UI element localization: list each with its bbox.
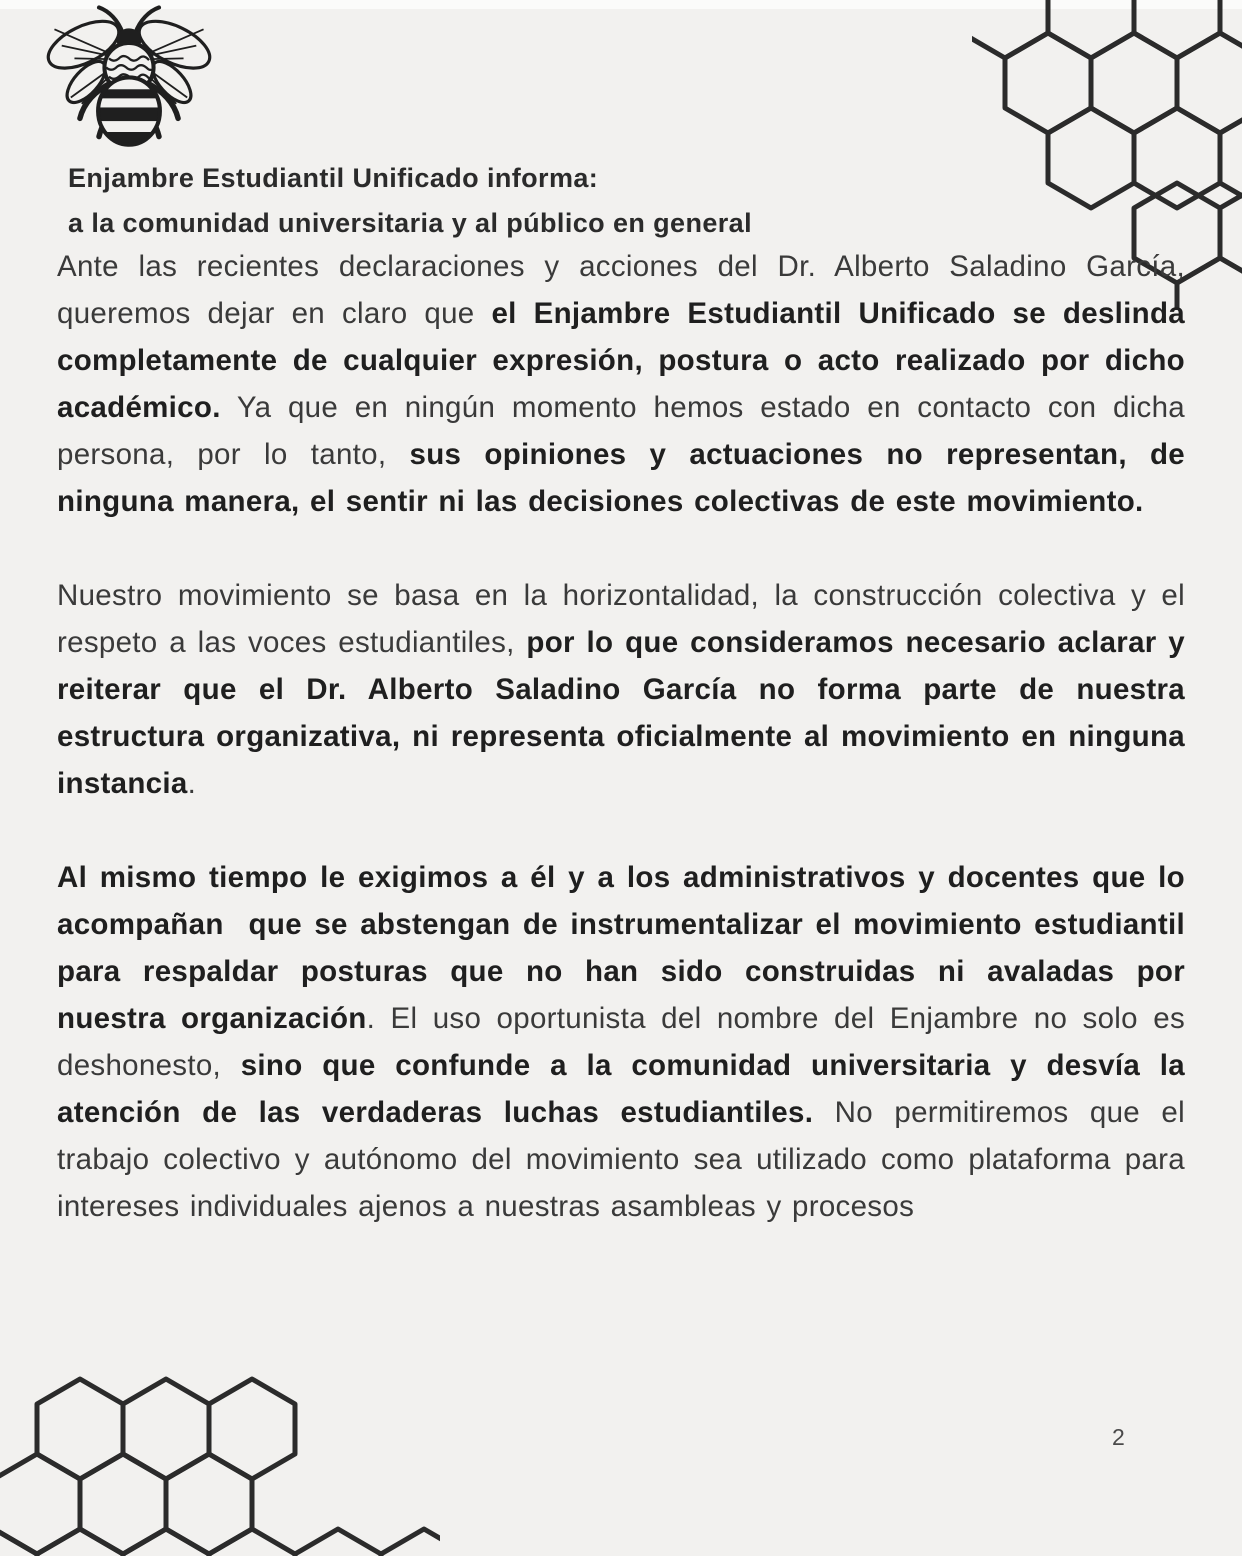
bold-text-segment: el Enjambre Estudiantil Unificado se deslinda completamente de cualquier expresión, postura o acto realizado por dicho académico. bbox=[57, 297, 1185, 424]
paragraph-demands bbox=[57, 854, 1185, 1230]
text-segment: Nuestro movimiento se basa en la horizontalidad, la construcción colectiva y el respeto a las voces estudiantiles, bbox=[57, 579, 1185, 659]
honeycomb-pattern bbox=[0, 1346, 440, 1556]
paragraph-movement-principles bbox=[57, 572, 1185, 807]
text-segment: . El uso oportunista del nombre del Enjambre no solo es deshonesto, bbox=[57, 1002, 1185, 1082]
header-title-line1: Enjambre Estudiantil Unificado informa: bbox=[68, 163, 599, 193]
paragraph-disclaimer bbox=[57, 243, 1185, 525]
page-number: 2 bbox=[1112, 1424, 1125, 1450]
bee-icon bbox=[36, 2, 222, 152]
bold-text-segment: por lo que consideramos necesario aclarar y reiterar que el Dr. Alberto Saladino García no forma parte de nuestra estructura organizativa, ni representa oficialmente al movimiento en ninguna instancia bbox=[57, 626, 1185, 800]
text-segment: . bbox=[187, 767, 197, 800]
bold-text-segment: sus opiniones y actuaciones no representan, de ninguna manera, el sentir ni las decisiones colectivas de este movimiento. bbox=[57, 438, 1185, 518]
header-title-line2: a la comunidad universitaria y al público en general bbox=[68, 208, 753, 238]
text-segment: Ya que en ningún momento hemos estado en contacto con dicha persona, por lo tanto, bbox=[57, 391, 1185, 471]
text-segment: Ante las recientes declaraciones y acciones del Dr. Alberto Saladino García, queremos dejar en claro que bbox=[57, 250, 1185, 330]
statement-body bbox=[57, 243, 1185, 1230]
bold-text-segment: sino que confunde a la comunidad universitaria y desvía la atención de las verdaderas luchas estudiantiles. bbox=[57, 1049, 1185, 1129]
text-segment: No permitiremos que el trabajo colectivo y autónomo del movimiento sea utilizado como plataforma para intereses individuales ajenos a nuestras asambleas y procesos bbox=[57, 1096, 1185, 1223]
statement-header bbox=[68, 156, 968, 246]
bold-text-segment: Al mismo tiempo le exigimos a él y a los administrativos y docentes que lo acompañan que se abstengan de instrumentalizar el movimiento estudiantil para respaldar posturas que no han sido construidas ni avaladas por nuestra organización bbox=[57, 861, 1185, 1035]
